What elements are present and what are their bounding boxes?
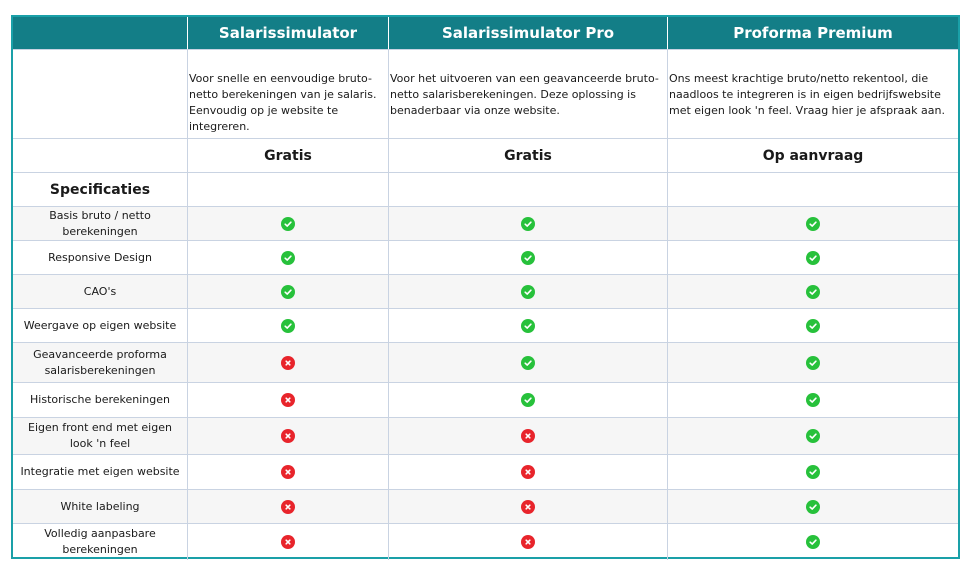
cross-icon [281,465,295,479]
feature-label: Eigen front end met eigen look 'n feel [13,418,188,454]
specifications-row [13,173,958,207]
feature-value-cell [668,309,958,342]
check-icon [521,393,535,407]
feature-row [13,309,958,343]
feature-row [13,207,958,241]
cross-icon [521,500,535,514]
cross-icon [281,393,295,407]
feature-value-cell [668,241,958,274]
cross-icon [281,356,295,370]
feature-label: White labeling [13,490,188,523]
feature-value-cell [389,275,668,308]
feature-row [13,241,958,275]
check-icon [521,356,535,370]
feature-value-cell [389,490,668,523]
plan-description: Voor het uitvoeren van een geavanceerde bruto-netto salarisberekeningen. Deze oplossing is benaderbaar via onze website. [389,50,668,138]
check-icon [806,393,820,407]
feature-value-cell [188,524,389,560]
feature-label: CAO's [13,275,188,308]
feature-value-cell [389,524,668,560]
feature-label: Integratie met eigen website [13,455,188,489]
feature-value-cell [188,343,389,382]
cross-icon [521,429,535,443]
plan-price: Gratis [188,139,389,172]
feature-value-cell [389,343,668,382]
feature-value-cell [668,343,958,382]
cross-icon [521,535,535,549]
feature-label: Responsive Design [13,241,188,274]
check-icon [806,251,820,265]
price-empty-cell [13,139,188,172]
cross-icon [281,429,295,443]
header-empty-cell [13,17,188,49]
plan-name-proforma-premium: Proforma Premium [733,24,893,42]
check-icon [806,429,820,443]
feature-value-cell [188,383,389,417]
check-icon [281,319,295,333]
feature-value-cell [389,241,668,274]
feature-row [13,524,958,560]
feature-value-cell [188,241,389,274]
empty-cell [668,173,958,206]
feature-value-cell [389,455,668,489]
feature-value-cell [668,455,958,489]
feature-row [13,455,958,490]
plan-description: Voor snelle en eenvoudige bruto-netto berekeningen van je salaris. Eenvoudig op je website te integreren. [188,50,389,138]
check-icon [806,356,820,370]
price-row [13,139,958,173]
feature-row [13,383,958,418]
header-row [13,17,958,50]
feature-value-cell [389,383,668,417]
feature-row [13,490,958,524]
feature-value-cell [188,275,389,308]
check-icon [806,319,820,333]
check-icon [521,285,535,299]
check-icon [521,319,535,333]
feature-value-cell [188,455,389,489]
check-icon [806,535,820,549]
feature-value-cell [668,383,958,417]
check-icon [281,217,295,231]
cross-icon [281,500,295,514]
feature-value-cell [389,309,668,342]
feature-label: Basis bruto / netto berekeningen [13,207,188,240]
empty-cell [389,173,668,206]
feature-label: Volledig aanpasbare berekeningen [13,524,188,560]
check-icon [806,285,820,299]
feature-label: Weergave op eigen website [13,309,188,342]
description-empty-cell [13,50,188,138]
check-icon [521,251,535,265]
feature-row [13,275,958,309]
cross-icon [521,465,535,479]
feature-value-cell [668,275,958,308]
feature-value-cell [389,418,668,454]
feature-row [13,343,958,383]
comparison-table [11,15,960,559]
check-icon [281,285,295,299]
feature-label: Geavanceerde proforma salarisberekeningen [13,343,188,382]
feature-value-cell [188,309,389,342]
feature-row [13,418,958,455]
feature-value-cell [668,418,958,454]
feature-value-cell [668,490,958,523]
plan-name-salarissimulator-pro: Salarissimulator Pro [389,17,668,49]
check-icon [806,217,820,231]
empty-cell [188,173,389,206]
check-icon [521,217,535,231]
plan-price: Gratis [389,139,668,172]
feature-value-cell [668,207,958,240]
check-icon [281,251,295,265]
description-row [13,50,958,139]
feature-value-cell [188,418,389,454]
plan-description: Ons meest krachtige bruto/netto rekentool, die naadloos te integreren is in eigen bedrijfswebsite met eigen look 'n feel. Vraag hier je afspraak aan. [669,72,945,117]
feature-value-cell [668,524,958,560]
plan-name-salarissimulator: Salarissimulator [188,17,389,49]
feature-label: Historische berekeningen [13,383,188,417]
cross-icon [281,535,295,549]
feature-value-cell [188,207,389,240]
feature-value-cell [188,490,389,523]
plan-price: Op aanvraag [762,147,864,164]
check-icon [806,500,820,514]
specifications-heading: Specificaties [13,173,188,206]
check-icon [806,465,820,479]
feature-value-cell [389,207,668,240]
